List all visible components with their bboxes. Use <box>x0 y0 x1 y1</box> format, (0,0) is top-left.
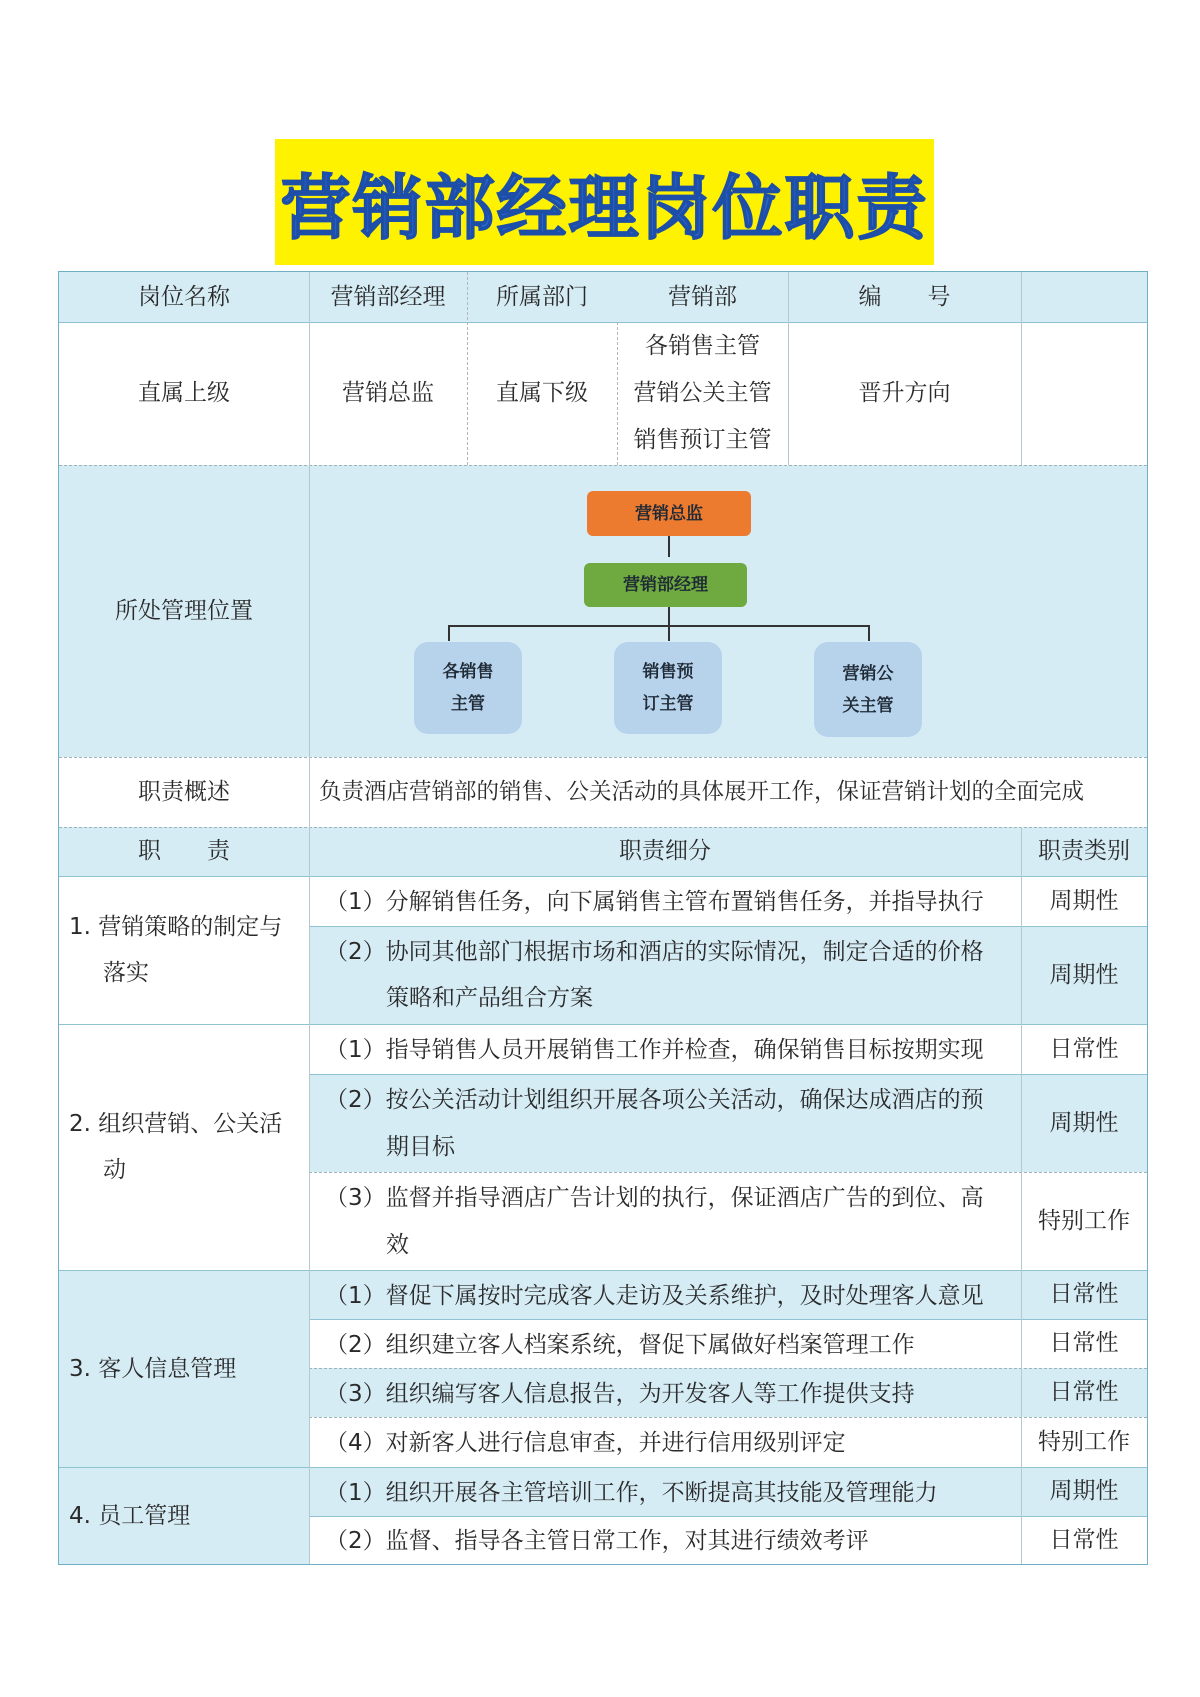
duty-item-text: （4）对新客人进行信息审查，并进行信用级别评定 <box>325 1430 846 1456</box>
position-value: 营销部经理 <box>309 272 467 322</box>
org-node-manager: 营销部经理 <box>584 563 747 607</box>
org-node-booking-supervisor <box>614 642 722 734</box>
duty-item-text: （1）分解销售任务，向下属销售主管布置销售任务，并指导执行 <box>325 889 984 915</box>
duty-type: 周期性 <box>1021 926 1147 1024</box>
subordinate-item: 各销售主管 <box>645 333 760 359</box>
duty-item-text: （3）组织编写客人信息报告，为开发客人等工作提供支持 <box>325 1381 915 1407</box>
duty-item-text: （2）监督、指导各主管日常工作，对其进行绩效考评 <box>325 1528 869 1554</box>
duty-item-text: （1）督促下属按时完成客人走访及关系维护，及时处理客人意见 <box>325 1283 984 1309</box>
duty-item-text: （3）监督并指导酒店广告计划的执行，保证酒店广告的到位、高 <box>325 1185 984 1211</box>
section-title-line: 动 <box>103 1157 126 1183</box>
org-node-director: 营销总监 <box>587 491 751 536</box>
duty-type: 日常性 <box>1021 1368 1147 1417</box>
grid-line <box>59 1467 1147 1468</box>
org-connector <box>448 625 450 641</box>
section-title-line: 1. 营销策略的制定与 <box>69 914 283 940</box>
org-label: 所处管理位置 <box>115 597 253 624</box>
org-node-text: 关主管 <box>842 695 894 716</box>
code-value <box>1021 272 1147 322</box>
duty-type: 周期性 <box>1021 1074 1147 1172</box>
section-title <box>59 1467 309 1564</box>
org-connector <box>448 625 870 627</box>
org-node-text: 订主管 <box>642 694 694 714</box>
duties-header-detail: 职责细分 <box>309 827 1021 876</box>
subordinate-list <box>617 322 788 465</box>
org-node-text: 主管 <box>451 694 485 714</box>
grid-line <box>467 272 468 465</box>
duty-item-text: （2）按公关活动计划组织开展各项公关活动，确保达成酒店的预 <box>325 1087 984 1113</box>
duty-type: 特别工作 <box>1038 1207 1130 1234</box>
subordinate-label: 直属下级 <box>496 380 588 407</box>
grid-line <box>59 322 1147 323</box>
grid-line <box>788 272 789 465</box>
duty-type: 特别工作 <box>1038 1428 1130 1455</box>
duty-item-text-cont: 期目标 <box>386 1134 455 1160</box>
org-node-sales-supervisor <box>414 642 522 734</box>
duty-type: 周期性 <box>1049 887 1119 914</box>
duty-item-text: （2）协同其他部门根据市场和酒店的实际情况，制定合适的价格 <box>325 939 984 965</box>
section-title-line: 落实 <box>103 960 149 986</box>
promotion-label: 晋升方向 <box>858 380 951 407</box>
duty-item-text: （1）指导销售人员开展销售工作并检查，确保销售目标按期实现 <box>325 1037 984 1063</box>
code-label: 编 号 <box>788 272 1021 322</box>
grid-line <box>59 1024 1147 1025</box>
section-title <box>59 876 309 1024</box>
grid-line <box>59 465 1147 466</box>
section-title <box>59 1270 309 1467</box>
title-banner <box>275 139 934 265</box>
duty-type: 日常性 <box>1021 1270 1147 1319</box>
duty-type: 周期性 <box>1021 1467 1147 1516</box>
responsibility-table <box>58 271 1148 1565</box>
org-node-text: 各销售 <box>442 662 494 682</box>
duty-item-text: （2）组织建立客人档案系统，督促下属做好档案管理工作 <box>325 1332 915 1358</box>
subordinate-item: 销售预订主管 <box>633 427 772 453</box>
org-node-pr-supervisor <box>814 642 922 737</box>
duty-type: 日常性 <box>1049 1526 1119 1553</box>
duties-header-type: 职责类别 <box>1021 827 1147 876</box>
duty-item-text-cont: 效 <box>386 1232 409 1258</box>
org-connector <box>668 605 670 641</box>
subordinate-item: 营销公关主管 <box>633 380 772 406</box>
grid-line <box>1021 827 1022 1564</box>
grid-line <box>1021 272 1022 465</box>
org-node-text: 营销公 <box>842 663 894 684</box>
org-node-text: 销售预 <box>642 662 694 682</box>
section-title-line: 3. 客人信息管理 <box>69 1355 237 1382</box>
grid-line <box>59 876 1147 877</box>
grid-line <box>309 272 310 1564</box>
superior-value: 营销总监 <box>342 380 434 407</box>
duty-item-text-cont: 策略和产品组合方案 <box>386 985 593 1011</box>
org-connector <box>868 625 870 641</box>
dept-value: 营销部 <box>617 272 788 322</box>
grid-line <box>617 322 618 465</box>
promotion-value <box>1021 322 1147 465</box>
duty-item-text: （1）组织开展各主管培训工作，不断提高其技能及管理能力 <box>325 1480 938 1506</box>
duties-header-duty: 职 责 <box>59 827 309 876</box>
org-connector <box>668 534 670 557</box>
grid-line <box>59 1270 1147 1271</box>
duty-type: 日常性 <box>1049 1035 1119 1062</box>
grid-line <box>59 757 1147 758</box>
section-title-line: 2. 组织营销、公关活 <box>69 1111 283 1137</box>
summary-text: 负责酒店营销部的销售、公关活动的具体展开工作，保证营销计划的全面完成 <box>319 778 1085 805</box>
section-title <box>59 1024 309 1270</box>
grid-line <box>59 827 1147 828</box>
superior-label: 直属上级 <box>138 380 230 407</box>
page-title: 营销部经理岗位职责 <box>280 166 929 249</box>
section-title-line: 4. 员工管理 <box>69 1502 191 1529</box>
duty-type: 日常性 <box>1049 1330 1119 1357</box>
summary-label: 职责概述 <box>138 778 230 805</box>
dept-label: 所属部门 <box>467 272 617 322</box>
position-label: 岗位名称 <box>59 272 309 322</box>
